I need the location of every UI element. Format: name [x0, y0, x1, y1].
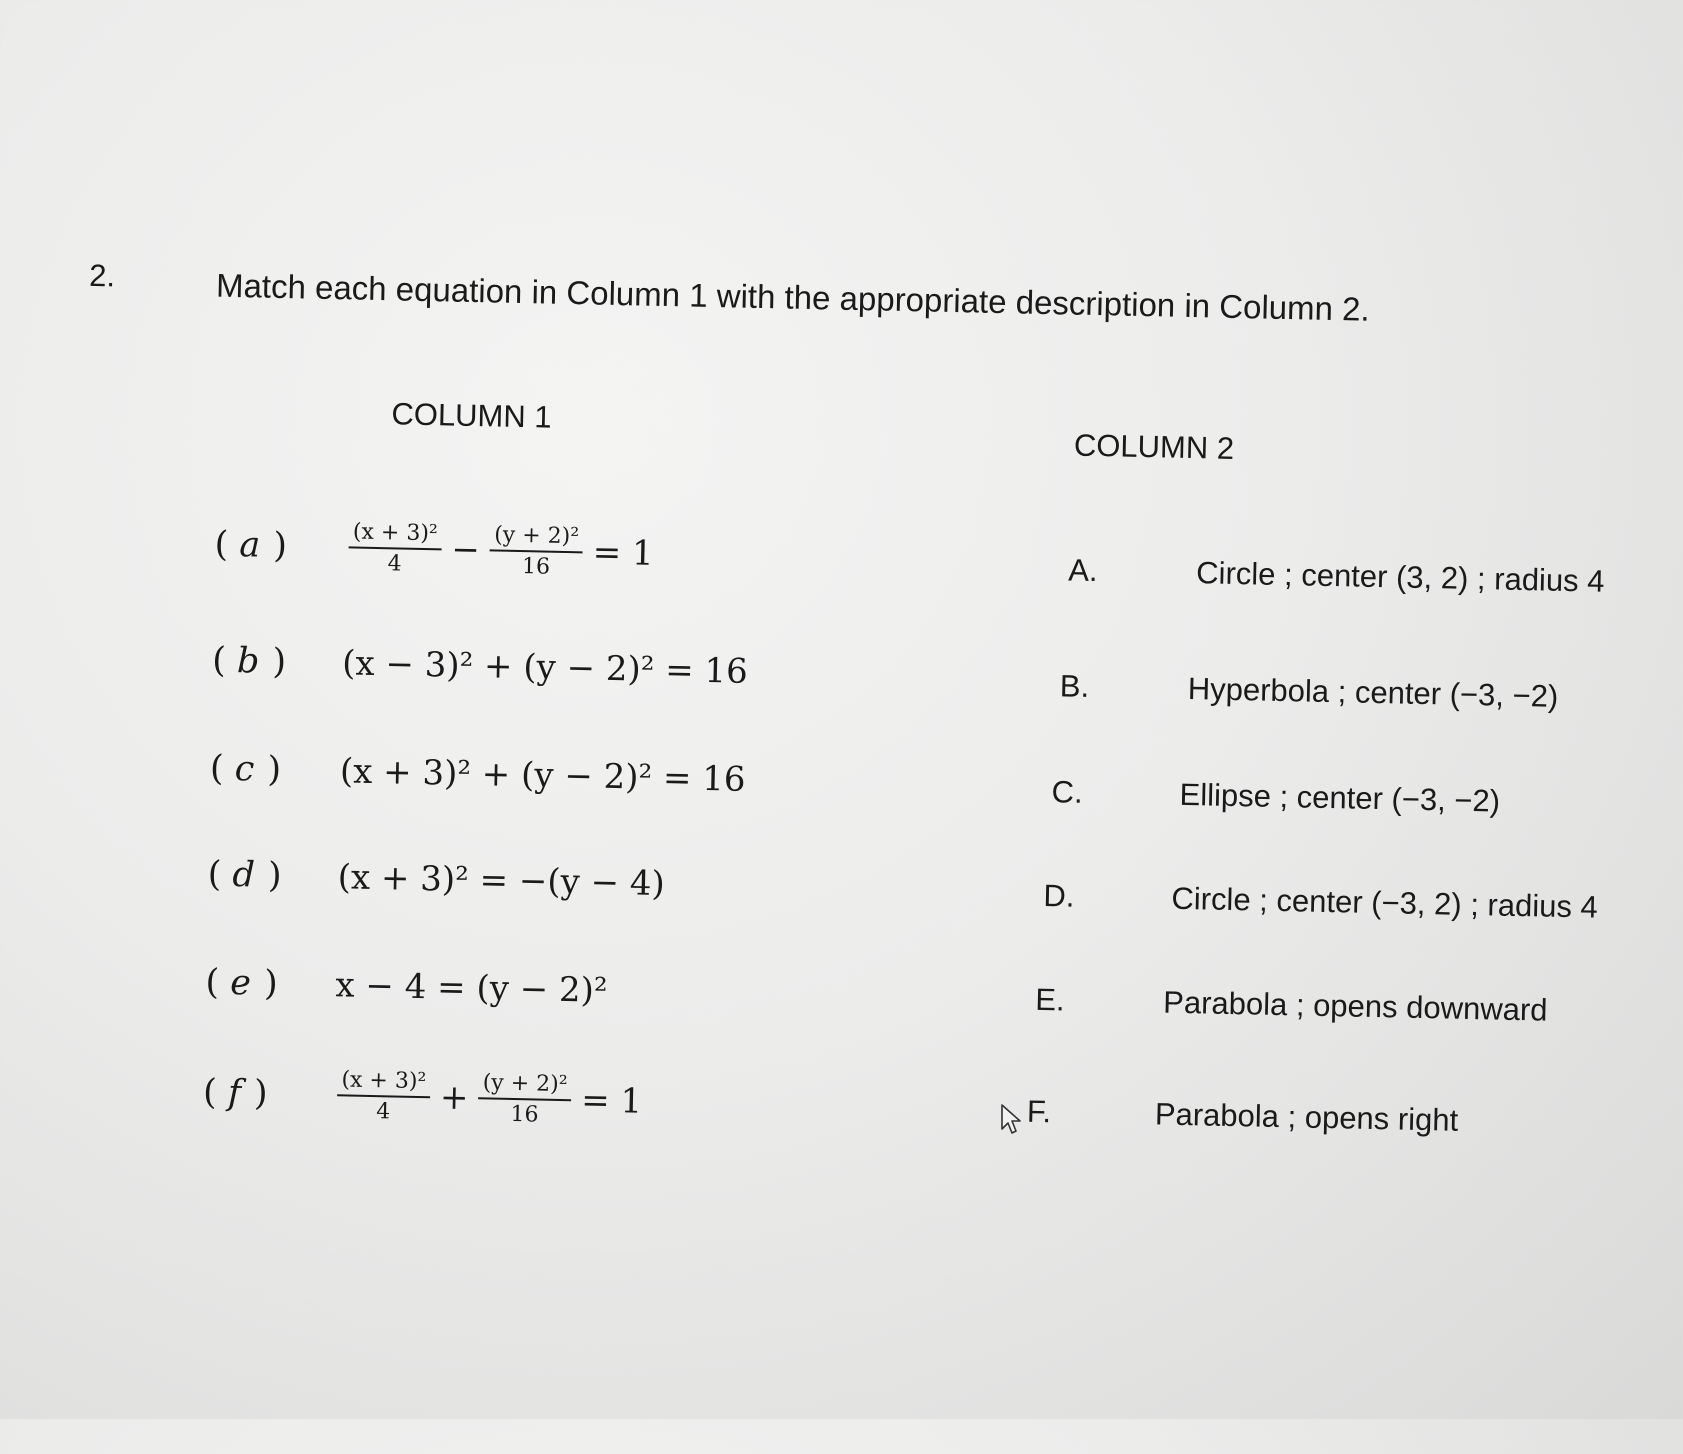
equation-label: ( f ) [202, 1072, 269, 1115]
description-text: Parabola ; opens right [1154, 1096, 1459, 1138]
description-f [1027, 1094, 1459, 1139]
equation-label: ( d ) [207, 854, 283, 897]
equation-expression: (x + 3)² + (y − 2)² = 16 [339, 751, 746, 800]
equation-expression: $\frac{\text{(x + 3)²}}{4}$ + $\frac{\text{(y + 2)²}}{16}$ = 1 [333, 1067, 649, 1130]
description-d [1043, 878, 1598, 926]
mouse-pointer-icon [1000, 1103, 1026, 1137]
description-letter: C. [1051, 774, 1084, 810]
equation-c [210, 749, 746, 800]
equation-expression: x − 4 = (y − 2)² [335, 965, 608, 1011]
fraction: $\frac{\text{(x + 3)²}}{4}$ [337, 1067, 431, 1126]
description-letter: A. [1067, 552, 1098, 589]
description-c [1051, 774, 1500, 819]
fraction: $\frac{\text{(y + 2)²}}{16}$ [489, 522, 583, 581]
equation-d [207, 855, 665, 905]
equation-b [212, 641, 748, 692]
description-text: Circle ; center (−3, 2) ; radius 4 [1171, 880, 1599, 925]
equation-expression: (x − 3)² + (y − 2)² = 16 [341, 643, 749, 692]
description-a [1068, 553, 1605, 600]
description-text: Circle ; center (3, 2) ; radius 4 [1195, 555, 1605, 599]
column-1-heading: COLUMN 1 [391, 396, 552, 435]
equation-label: ( b ) [211, 640, 287, 683]
equation-e [205, 963, 608, 1011]
equation-expression: $\frac{\text{(x + 3)²}}{4}$ − $\frac{\text{(y + 2)²}}{16}$ = 1 [344, 519, 660, 582]
description-b [1059, 668, 1558, 714]
description-letter: B. [1059, 668, 1090, 704]
question-number: 2. [88, 257, 116, 294]
equation-f [203, 1065, 649, 1131]
description-text: Parabola ; opens downward [1162, 984, 1548, 1028]
equation-label: ( c ) [209, 748, 282, 791]
description-e [1035, 982, 1548, 1029]
fraction: $\frac{\text{(x + 3)²}}{4}$ [348, 519, 442, 578]
question-instruction: Match each equation in Column 1 with the appropriate description in Column 2. [215, 266, 1371, 328]
fraction: $\frac{\text{(y + 2)²}}{16}$ [478, 1070, 572, 1129]
description-text: Ellipse ; center (−3, −2) [1179, 776, 1501, 819]
column-2-heading: COLUMN 2 [1073, 427, 1235, 466]
equation-label: ( e ) [205, 962, 279, 1005]
description-letter: E. [1034, 981, 1065, 1018]
description-letter: D. [1043, 878, 1075, 914]
description-letter: F. [1026, 1093, 1052, 1130]
equation-expression: (x + 3)² = −(y − 4) [337, 857, 666, 905]
description-text: Hyperbola ; center (−3, −2) [1187, 671, 1559, 714]
equation-a [214, 517, 660, 583]
equation-label: ( a ) [214, 524, 288, 567]
